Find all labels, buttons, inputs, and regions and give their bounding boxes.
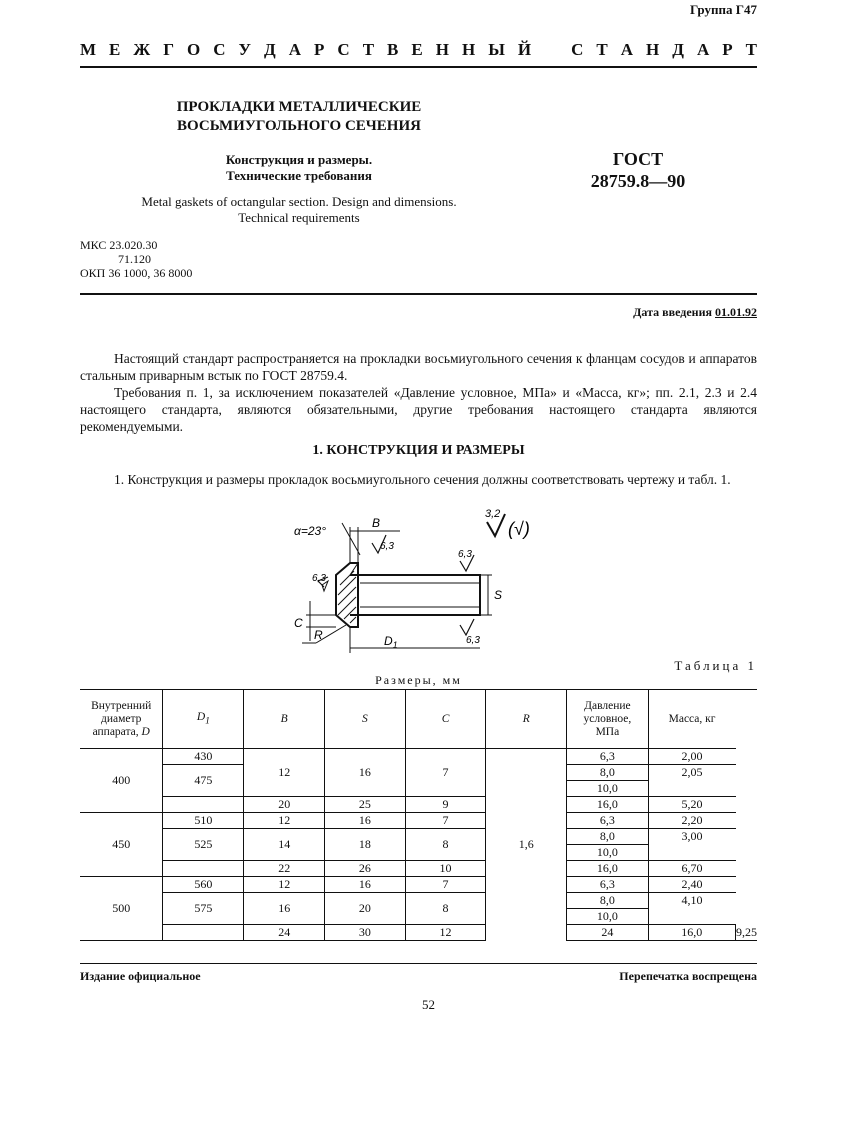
- rough-top-value: 6,3: [380, 541, 394, 552]
- b-label: B: [372, 516, 381, 530]
- banner-letter: Е: [411, 40, 423, 59]
- banner-letter: Н: [435, 40, 449, 59]
- subtitle-line-1: Конструкция и размеры.: [225, 152, 373, 167]
- s-label: S: [494, 588, 503, 602]
- table-row: 24 30 12 24 16,0 9,25: [80, 925, 757, 941]
- paragraph-requirements: Требования п. 1, за исключением показателей «Давление условное, МПа» и «Масса, кг»; пп. 2.1, 2.3 и 2.4 настоящего стандарта, являются обязательными, другие требования настоящего стандарта являются рекомендуемыми.: [80, 385, 757, 434]
- page-number: 52: [422, 997, 435, 1012]
- english-title: [80, 194, 518, 226]
- rough-main-value: 3,2: [485, 508, 501, 520]
- document-subtitle: [80, 152, 518, 184]
- gost-code: 28759.8—90: [590, 171, 686, 191]
- banner-letter: А: [620, 40, 634, 59]
- mks-code-1: МКС 23.020.30: [80, 238, 158, 252]
- units-label: Размеры, мм: [375, 673, 462, 687]
- official-edition: Издание официальное: [80, 969, 201, 983]
- date-label: Дата введения: [633, 305, 712, 319]
- col-d1: $D_1$: [163, 690, 244, 749]
- okp-code: ОКП 36 1000, 36 8000: [80, 266, 193, 280]
- table-row: 500 560 12 16 7 6,3 2,40: [80, 877, 757, 893]
- roughness-mark-bottom: [460, 619, 474, 635]
- table-header: [80, 690, 757, 749]
- banner-letter: Ж: [133, 40, 151, 59]
- date-value: 01.01.92: [715, 305, 757, 319]
- rough-bracket: (√): [508, 519, 530, 539]
- rough-right-value: 6,3: [458, 549, 472, 560]
- banner-letter: Т: [596, 40, 608, 59]
- title-line-2: ВОСЬМИУГОЛЬНОГО СЕЧЕНИЯ: [177, 118, 421, 134]
- banner-letter: У: [238, 40, 252, 59]
- col-r: R: [486, 690, 567, 749]
- introduction-date: [633, 305, 757, 320]
- standard-banner: [80, 40, 757, 60]
- rough-bottom-value: 6,3: [466, 635, 480, 646]
- banner-letter: А: [288, 40, 302, 59]
- document-title: [80, 98, 518, 136]
- banner-letter: Т: [362, 40, 375, 59]
- banner-letter: С: [337, 40, 350, 59]
- gasket-body-outline: [350, 575, 480, 615]
- table-row: 10,0: [80, 909, 757, 925]
- table-label: Таблица 1: [674, 658, 757, 673]
- banner-letter: О: [187, 40, 201, 59]
- banner-letter: Д: [672, 40, 684, 59]
- subtitle-line-2: Технические требования: [226, 168, 372, 183]
- banner-letter: Н: [646, 40, 660, 59]
- banner-letter: С: [213, 40, 226, 59]
- banner-letter: Р: [314, 40, 325, 59]
- banner-letter: Р: [722, 40, 733, 59]
- english-title-line-1: Metal gaskets of octangular section. Design and dimensions.: [141, 194, 457, 209]
- col-inner-diameter: Внутренний диаметр аппарата, D: [80, 690, 163, 749]
- header-rule: [80, 293, 757, 295]
- dimensions-table: [80, 689, 757, 941]
- paragraph-design: 1. Конструкция и размеры прокладок восьмиугольного сечения должны соответствовать чертежу и табл. 1.: [114, 472, 731, 487]
- table-row: 525 14 18 8 8,0 3,00: [80, 829, 757, 845]
- classification-codes: [80, 238, 192, 280]
- table-row: 10,0: [80, 781, 757, 797]
- mks-code-2: 71.120: [118, 252, 151, 266]
- col-pressure: Давление условное, МПа: [567, 690, 648, 749]
- banner-letter: А: [696, 40, 710, 59]
- banner-letter: В: [387, 40, 399, 59]
- gost-label: ГОСТ: [612, 149, 664, 169]
- group-code: Группа Г47: [689, 2, 757, 17]
- col-b: B: [244, 690, 325, 749]
- reprint-prohibited: Перепечатка воспрещена: [619, 969, 757, 983]
- section-heading: 1. КОНСТРУКЦИЯ И РАЗМЕРЫ: [312, 443, 525, 458]
- banner-letter: С: [571, 40, 584, 59]
- table-row: 400 430 12 16 7 1,6 6,3 2,00: [80, 749, 757, 765]
- gost-number: [568, 148, 708, 192]
- paragraph-scope: Настоящий стандарт распространяется на прокладки восьмиугольного сечения к фланцам сосудов и аппаратов стальным приварным встык по ГОСТ 28759.4.: [80, 351, 757, 383]
- gasket-section: [336, 563, 358, 627]
- banner-letter: Й: [517, 40, 532, 59]
- banner-letter: Г: [163, 40, 175, 59]
- r-label: R: [314, 628, 323, 642]
- table-row: 20 25 9 16,0 5,20: [80, 797, 757, 813]
- c-label: C: [294, 616, 303, 630]
- banner-letter: Т: [745, 40, 757, 59]
- gasket-drawing: [280, 505, 550, 655]
- footer-rule: [80, 963, 757, 964]
- d1-label: $D_1$: [384, 634, 398, 650]
- english-title-line-2: Technical requirements: [238, 210, 360, 225]
- table-row: 22 26 10 16,0 6,70: [80, 861, 757, 877]
- banner-letter: Е: [109, 40, 121, 59]
- alpha-label: α=23°: [294, 524, 326, 538]
- col-c: C: [405, 690, 486, 749]
- table-row: 450 510 12 16 7 6,3 2,20: [80, 813, 757, 829]
- table-row: 10,0: [80, 845, 757, 861]
- banner-letter: М: [80, 40, 97, 59]
- title-line-1: ПРОКЛАДКИ МЕТАЛЛИЧЕСКИЕ: [176, 99, 422, 115]
- rough-left-value: 6,3: [312, 573, 326, 584]
- banner-letter: Н: [461, 40, 476, 59]
- banner-letter: [544, 40, 558, 60]
- col-mass: Масса, кг: [648, 690, 735, 749]
- banner-letter: Д: [264, 40, 276, 59]
- banner-letter: Ы: [488, 40, 505, 59]
- table-row: 475 8,0 2,05: [80, 765, 757, 781]
- top-rule: [80, 66, 757, 68]
- col-s: S: [325, 690, 406, 749]
- table-row: 575 16 20 8 8,0 4,10: [80, 893, 757, 909]
